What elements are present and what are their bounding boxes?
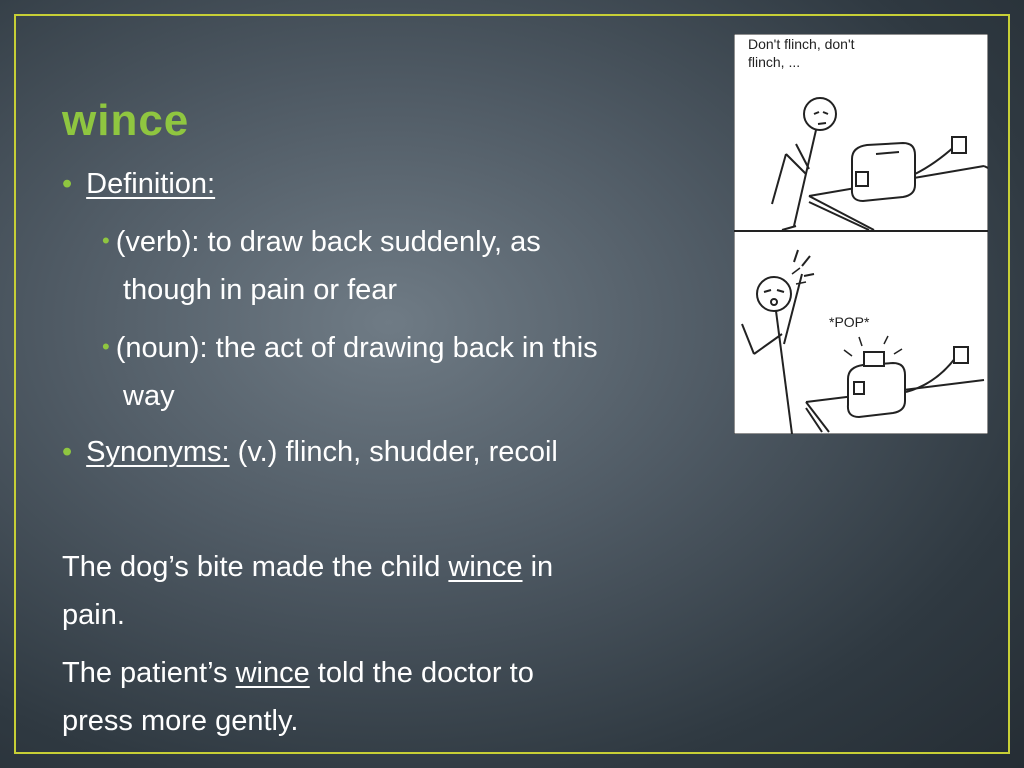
synonyms-text: (v.) flinch, shudder, recoil — [229, 436, 558, 468]
example-1-word: wince — [448, 551, 523, 583]
synonyms-label: Synonyms: — [86, 436, 230, 468]
bullet-dot: • — [62, 168, 73, 200]
panel1-caption-line2: flinch, ... — [748, 54, 801, 70]
definition-noun-cont — [123, 372, 175, 420]
definition-verb-line2: though in pain or fear — [123, 274, 398, 306]
example-sentence-1-cont — [62, 591, 125, 639]
example-1-before: The dog’s bite made the child — [62, 551, 449, 583]
comic-image — [734, 34, 988, 434]
slide-title: wince — [62, 96, 190, 145]
definition-noun — [102, 324, 598, 374]
example-sentence-1 — [62, 543, 553, 591]
toaster-1 — [852, 143, 915, 201]
example-1-line2: pain. — [62, 599, 125, 631]
sub-bullet-dot: • — [102, 334, 110, 359]
synonyms-bullet — [62, 428, 558, 476]
example-sentence-2-cont — [62, 697, 298, 745]
definition-verb-cont — [123, 266, 397, 314]
definition-label: Definition: — [86, 168, 216, 200]
definition-verb — [102, 218, 541, 268]
example-2-after: told the doctor to — [309, 657, 534, 689]
example-2-line2: press more gently. — [62, 705, 299, 737]
definition-bullet — [62, 160, 215, 208]
comic-drawing — [734, 34, 988, 434]
example-1-after: in — [522, 551, 554, 583]
definition-noun-line1: (noun): the act of drawing back in this — [115, 332, 598, 364]
sub-bullet-dot: • — [102, 228, 110, 253]
bullet-dot: • — [62, 436, 73, 468]
example-2-before: The patient’s — [62, 657, 236, 689]
example-sentence-2 — [62, 649, 534, 697]
example-2-word: wince — [235, 657, 310, 689]
panel2-sound: *POP* — [829, 314, 870, 330]
definition-noun-line2: way — [123, 380, 175, 412]
definition-verb-line1: (verb): to draw back suddenly, as — [115, 226, 541, 258]
panel1-caption-line1: Don't flinch, don't — [748, 36, 855, 52]
